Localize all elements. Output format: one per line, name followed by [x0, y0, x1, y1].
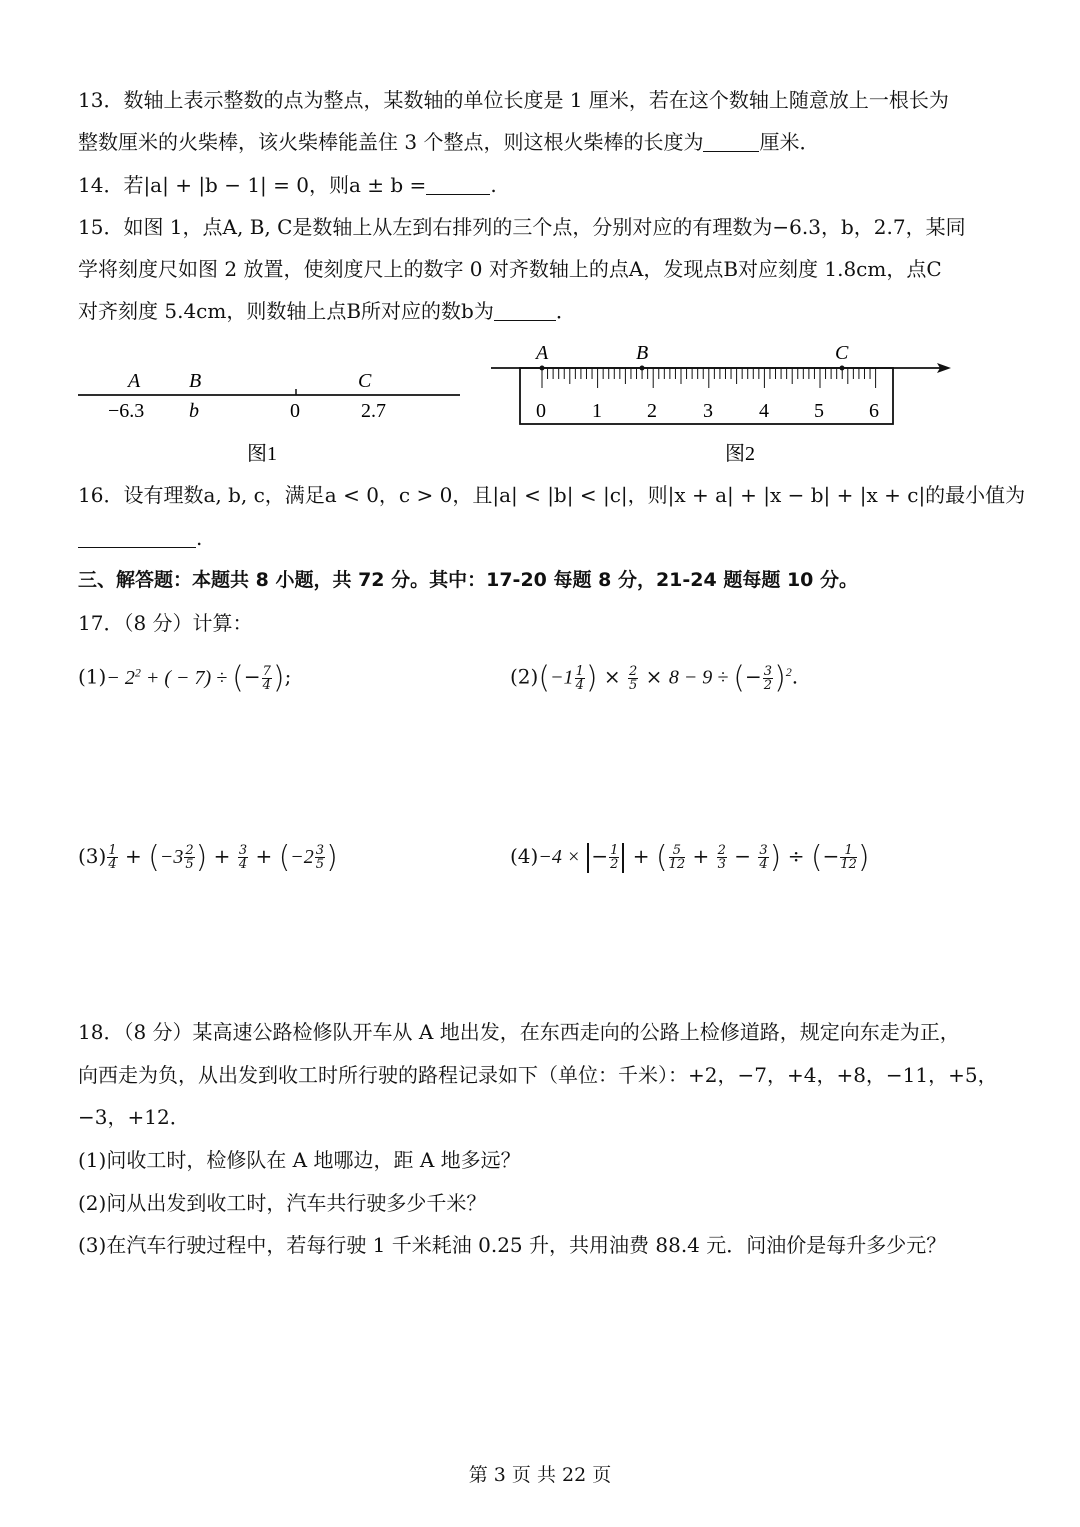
fig1-label-a: A [128, 370, 141, 392]
q14-line [78, 171, 497, 199]
q17-expr-3: (3) $\frac{1}{4}$ + (−3 $\frac{2}{5}$ ) + $\frac{3}{4}$ + (−2 $\frac{3}{5}$ ) [78, 840, 338, 875]
q17-label-1: (1) [78, 664, 107, 689]
q16-line1: 16．设有理数a, b, c，满足a < 0，c > 0，且|a| < |b| < |c|，则|x + a| + |x − b| + |x + c|的最小值为 [78, 483, 1026, 507]
ruler-number-6: 6 [869, 400, 879, 422]
figure-2-ruler [485, 338, 965, 470]
q17-label-3: (3) [78, 844, 107, 868]
fig2-label-b: B [636, 342, 649, 364]
answer-blank[interactable] [703, 131, 759, 152]
figure-1-number-line [70, 360, 470, 470]
q18-sub3: (3)在汽车行驶过程中，若每行驶 1 千米耗油 0.25 升，共用油费 88.4 元．问油价是每升多少元？ [78, 1233, 947, 1257]
fig1-value-b: b [189, 400, 199, 422]
ruler-number-0: 0 [536, 400, 546, 422]
q16-line2 [78, 524, 202, 552]
q13-line1: 13．数轴上表示整数的点为整点，某数轴的单位长度是 1 厘米，若在这个数轴上随意放上一根长为 [78, 88, 949, 112]
q13-line2 [78, 128, 819, 156]
fig2-caption: 图2 [725, 443, 755, 465]
q17-label-2: (2) [510, 664, 539, 689]
ruler-ticks [542, 368, 876, 388]
q15-line2: 学将刻度尺如图 2 放置，使刻度尺上的数字 0 对齐数轴上的点A，发现点B对应刻度 1.8cm，点C [78, 257, 942, 281]
q17-title: 17．（8 分）计算： [78, 611, 253, 635]
q18-line2: 向西走为负，从出发到收工时所行驶的路程记录如下（单位：千米）：+2，−7，+4，+8，−11，+5， [78, 1063, 998, 1087]
answer-blank[interactable] [78, 527, 196, 548]
ruler-number-2: 2 [647, 400, 657, 422]
q16-line2-end: . [196, 526, 203, 550]
q17-expr-2: (2)(−1 $\frac{1}{4}$ ) × $\frac{2}{5}$ × 8 − 9 ÷ (− $\frac{3}{2}$ )$^2$. [510, 660, 799, 696]
q15-line1: 15．如图 1，点A, B, C是数轴上从左到右排列的三个点，分别对应的有理数为−6.3，b，2.7，某同 [78, 215, 966, 239]
q18-line3: −3，+12． [78, 1105, 190, 1129]
q15-line3-end: ． [555, 299, 576, 323]
q17-expr-1: $(1)- 2^2$ + ( − 7) ÷ (− $\frac{7}{4}$ ); [78, 660, 292, 696]
q18-sub2: (2)问从出发到收工时，汽车共行驶多少千米？ [78, 1191, 487, 1215]
ruler-number-5: 5 [814, 400, 824, 422]
fig2-label-a: A [536, 342, 549, 364]
answer-blank[interactable] [494, 300, 556, 321]
q13-line2-end: 厘米． [759, 130, 820, 154]
fig1-caption: 图1 [247, 443, 277, 465]
fig1-label-b: B [189, 370, 202, 392]
fig1-value-a: −6.3 [108, 400, 145, 422]
fig1-label-c: C [358, 370, 372, 392]
ruler-number-3: 3 [703, 400, 713, 422]
q14-text: 14．若|a| + |b − 1| = 0，则a ± b = [78, 173, 427, 197]
q15-line3 [78, 297, 576, 325]
ruler-number-1: 1 [592, 400, 602, 422]
q17-label-4: (4) [510, 844, 539, 868]
q13-line2-text: 整数厘米的火柴棒，该火柴棒能盖住 3 个整点，则这根火柴棒的长度为 [78, 130, 704, 154]
q14-end: . [490, 173, 497, 197]
fig1-value-c: 2.7 [361, 400, 386, 422]
q17-expr-4: (4)−4 × − $\frac{1}{2}$ + ( $\frac{5}{12}$ + $\frac{2}{3}$ − $\frac{3}{4}$ ) ÷ (− $\frac{1}{12}$ ) [510, 840, 870, 875]
section-3-heading: 三、解答题：本题共 8 小题，共 72 分。其中：17-20 每题 8 分，21-24 题每题 10 分。 [78, 569, 859, 591]
q18-line1: 18．（8 分）某高速公路检修队开车从 A 地出发，在东西走向的公路上检修道路，规定向东走为正， [78, 1020, 960, 1044]
fig1-value-zero: 0 [290, 400, 300, 422]
q18-sub1: (1)问收工时，检修队在 A 地哪边，距 A 地多远？ [78, 1148, 521, 1172]
page-footer: 第 3 页 共 22 页 [468, 1464, 612, 1486]
answer-blank[interactable] [426, 174, 490, 195]
q15-line3-text: 对齐刻度 5.4cm，则数轴上点B所对应的数b为 [78, 299, 494, 323]
fig2-label-c: C [835, 342, 849, 364]
ruler-number-4: 4 [759, 400, 769, 422]
